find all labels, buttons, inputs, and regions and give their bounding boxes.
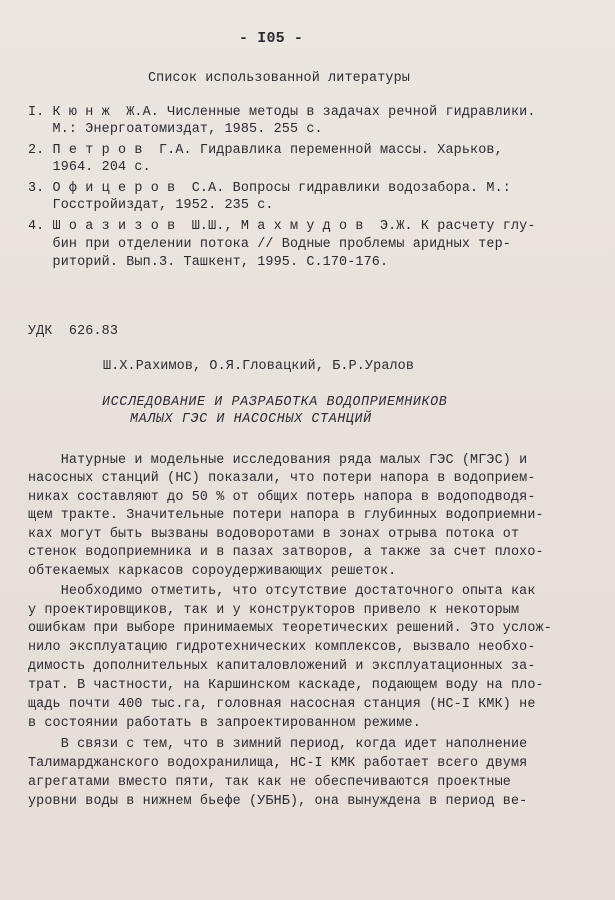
paragraph-2-line-1: Необходимо отметить, что отсутствие достаточного опыта как — [28, 584, 536, 599]
paragraph-2-line-2: у проектировщиков, так и у конструкторов привело к некоторым — [28, 603, 520, 618]
reference-item-3-line-2: Госстройиздат, 1952. 235 с. — [28, 198, 274, 213]
paragraph-1-line-3: никах составляют до 50 % от общих потерь напора в водоподводя- — [28, 490, 536, 505]
paragraph-3-line-2: Талимарджанского водохранилища, НС-I КМК работает всего двумя — [28, 756, 528, 771]
paragraph-1-line-7: обтекаемых каркасов сороудерживающих решеток. — [28, 564, 397, 579]
reference-item-2-line-1: 2. П е т р о в Г.А. Гидравлика переменной массы. Харьков, — [28, 143, 503, 158]
article-authors: Ш.Х.Рахимов, О.Я.Гловацкий, Б.Р.Уралов — [103, 359, 415, 374]
paragraph-1-line-1: Натурные и модельные исследования ряда малых ГЭС (МГЭС) и — [28, 453, 528, 468]
paragraph-1-line-6: стенок водоприемника и в пазах затворов, а также за счет плохо- — [28, 545, 544, 560]
reference-item-4-line-2: бин при отделении потока // Водные проблемы аридных тер- — [28, 237, 511, 252]
reference-item-2-line-2: 1964. 204 с. — [28, 160, 151, 175]
paragraph-2-line-5: димость дополнительных капиталовложений и эксплуатационных за- — [28, 659, 536, 674]
paragraph-1-line-5: ках могут быть вызваны водоворотами в зонах отрыва потока от — [28, 527, 520, 542]
article-title-line-1: ИССЛЕДОВАНИЕ И РАЗРАБОТКА ВОДОПРИЕМНИКОВ — [102, 395, 448, 410]
paragraph-3-line-4: уровни воды в нижнем бьефе (УБНБ), она вынуждена в период ве- — [28, 794, 528, 809]
paragraph-1-line-2: насосных станций (НС) показали, что потери напора в водоприем- — [28, 471, 536, 486]
paragraph-2-line-8: в состоянии работать в запроектированном режиме. — [28, 716, 421, 731]
paragraph-2-line-7: щадь почти 400 тыс.га, головная насосная станция (НС-I КМК) не — [28, 697, 536, 712]
references-title: Список использованной литературы — [148, 71, 410, 86]
paragraph-3-line-3: агрегатами вместо пяти, так как не обеспечиваются проектные — [28, 775, 511, 790]
reference-item-3-line-1: 3. О ф и ц е р о в С.А. Вопросы гидравлики водозабора. М.: — [28, 181, 511, 196]
paragraph-2-line-4: нило эксплуатацию гидротехнических комплексов, вызвало необхо- — [28, 640, 536, 655]
reference-item-1-line-1: I. К ю н ж Ж.А. Численные методы в задачах речной гидравлики. — [28, 105, 536, 120]
udk-code: УДК 626.83 — [28, 324, 119, 339]
reference-item-4-line-3: риторий. Вып.3. Ташкент, 1995. С.170-176. — [28, 255, 389, 270]
paragraph-2-line-3: ошибкам при выборе принимаемых теоретических решений. Это услож- — [28, 621, 552, 636]
paragraph-3-line-1: В связи с тем, что в зимний период, когда идет наполнение — [28, 737, 528, 752]
reference-item-1-line-2: М.: Энергоатомиздат, 1985. 255 с. — [28, 122, 323, 137]
page-number: - I05 - — [239, 30, 304, 47]
paragraph-2-line-6: трат. В частности, на Каршинском каскаде, подающем воду на пло- — [28, 678, 544, 693]
article-title-line-2: МАЛЫХ ГЭС И НАСОСНЫХ СТАНЦИЙ — [130, 412, 372, 427]
reference-item-4-line-1: 4. Ш о а з и з о в Ш.Ш., М а х м у д о в Э.Ж. К расчету глу- — [28, 219, 536, 234]
paragraph-1-line-4: щем тракте. Значительные потери напора в глубинных водоприемни- — [28, 508, 544, 523]
